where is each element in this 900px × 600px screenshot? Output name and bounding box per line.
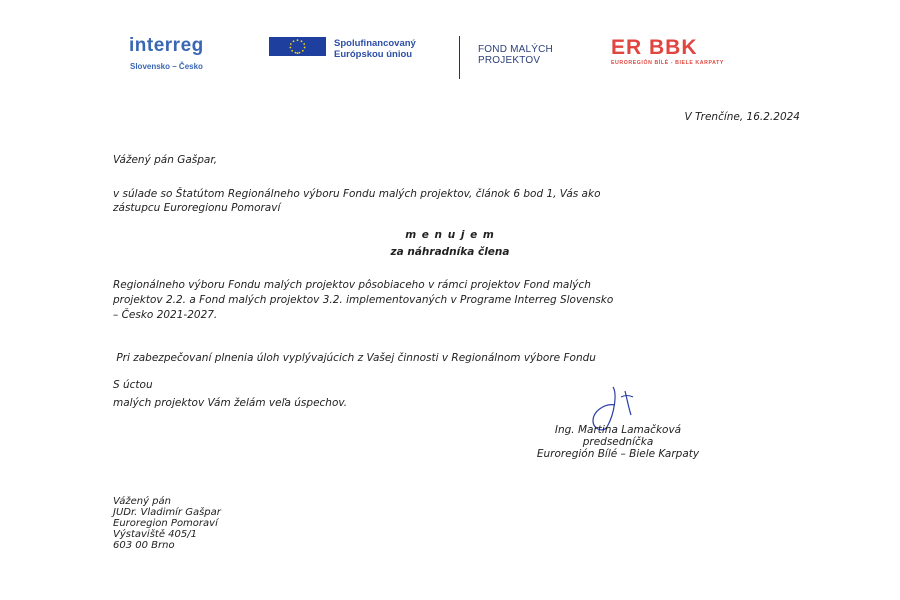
place-date: V Trenčíne, 16.2.2024 — [684, 111, 800, 123]
erbbk-logo: ER BBK — [611, 36, 698, 59]
body2-line1: Pri zabezpečovaní plnenia úloh vyplývajúcich z Vašej činnosti v Regionálnom výbore Fondu — [113, 352, 596, 364]
eu-cofinanced-text — [334, 38, 416, 60]
intro-line1: v súlade so Štatútom Regionálneho výboru Fondu malých projektov, článok 6 bod 1, Vás ako — [113, 188, 601, 200]
intro-line2: zástupcu Euroregionu Pomoraví — [113, 202, 281, 214]
eu-flag-icon — [269, 37, 326, 56]
intro-paragraph — [113, 187, 803, 215]
body-paragraph-1 — [113, 278, 803, 323]
address-line2: JUDr. Vladimír Gašpar — [113, 507, 221, 518]
interreg-subtitle: Slovensko – Česko — [130, 62, 203, 71]
recipient-address — [113, 496, 221, 551]
eu-text-line1: Spolufinancovaný — [334, 38, 416, 49]
appoint-heading: m e n u j e m — [405, 229, 495, 241]
header-divider — [459, 36, 460, 79]
address-line1: Vážený pán — [113, 496, 171, 507]
body-paragraph-2 — [113, 321, 803, 441]
signatory-name: Ing. Martina Lamačková — [554, 424, 682, 436]
fmp-logo-text — [478, 44, 553, 66]
address-line5: 603 00 Brno — [113, 540, 175, 551]
fmp-line2: PROJEKTOV — [478, 55, 541, 66]
body1-line3: – Česko 2021-2027. — [113, 309, 218, 321]
address-line4: Výstaviště 405/1 — [113, 529, 197, 540]
body2-line2: malých projektov Vám želám veľa úspechov. — [113, 397, 348, 409]
salutation: Vážený pán Gašpar, — [113, 154, 218, 166]
role-heading: za náhradníka člena — [390, 246, 510, 258]
interreg-logo: interreg — [129, 35, 204, 56]
closing: S úctou — [113, 379, 153, 391]
fmp-line1: FOND MALÝCH — [478, 44, 553, 55]
signatory-block — [488, 424, 748, 460]
body1-line2: projektov 2.2. a Fond malých projektov 3.2. implementovaných v Programe Interreg Slovensko — [113, 294, 614, 306]
signatory-organization: Euroregión Bílé – Biele Karpaty — [536, 448, 700, 460]
erbbk-subtitle: EUROREGIÓN BÍLÉ - BIELE KARPATY — [611, 60, 724, 66]
signatory-title: predsedníčka — [582, 436, 654, 448]
address-line3: Euroregion Pomoraví — [113, 518, 218, 529]
eu-text-line2: Európskou úniou — [334, 49, 413, 60]
body1-line1: Regionálneho výboru Fondu malých projektov pôsobiaceho v rámci projektov Fond malých — [113, 279, 591, 291]
